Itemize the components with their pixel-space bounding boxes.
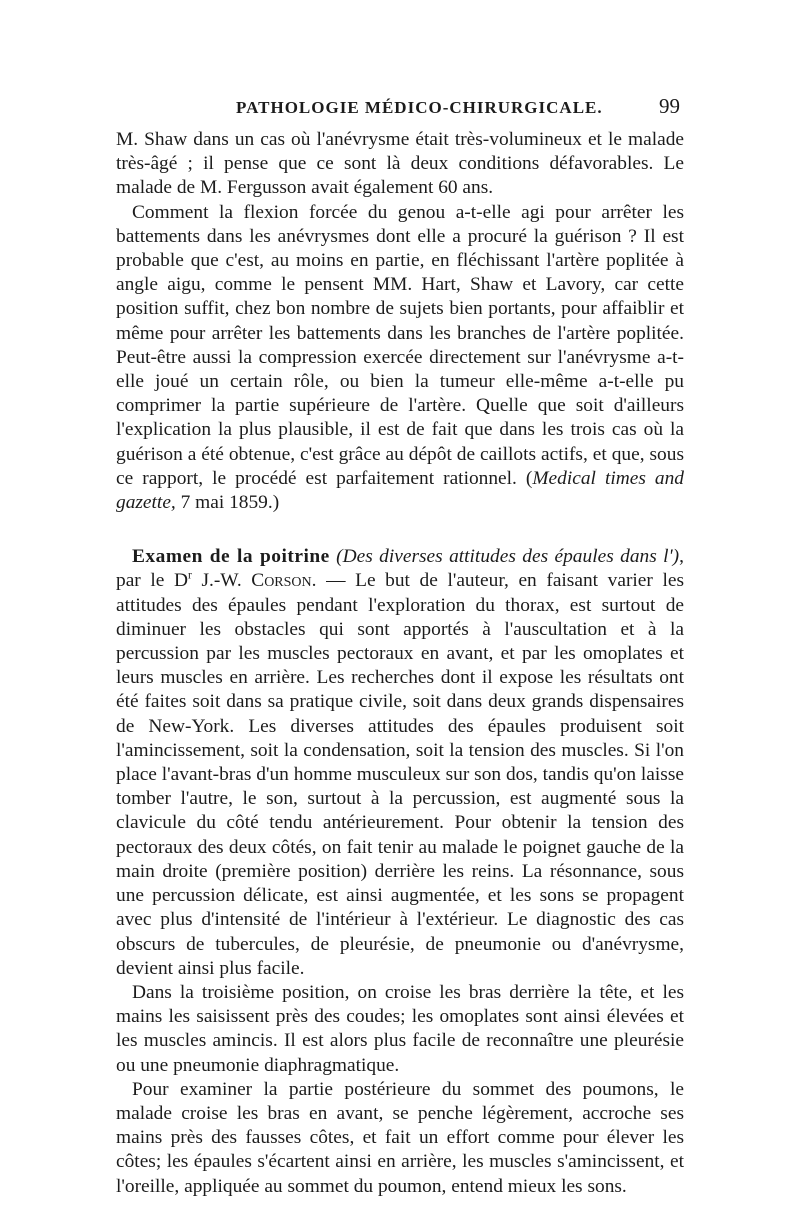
running-head: PATHOLOGIE MÉDICO-CHIRURGICALE. xyxy=(236,98,603,117)
paragraph-text: — Le but de l'auteur, en faisant varier les attitudes des épaules pendant l'exploration du thorax, est surtout de diminuer les obstacles qui sont apportés à l'auscultation et à la percussion par les muscles pectoraux en avant, et par les omoplates et leurs muscles en arrière. Les recherches dont il expose les résultats ont été faites soit dans sa pratique civile, soit dans deux grands dispensaires de New-York. Les diverses attitudes des épaules produisent soit l'amincissement, soit la condensation, soit la tension des muscles. Si l'on place l'avant-bras d'un homme musculeux sur son dos, tandis qu'on laisse tomber l'autre, le son, surtout à la percussion, est augmenté sous la clavicule du côté tendu antérieurement. Pour obtenir la tension des pectoraux des deux côtés, on fait tenir au malade le poignet gauche de la main droite (première position) derrière les reins. La résonnance, sous une percussion délicate, est ainsi augmentée, et les sons se propagent avec plus d'intensité de l'intérieur à l'extérieur. Le diagnostic des cas obscurs de tubercules, de pleurésie, de pneumonie ou d'anévrysme, devient ainsi plus facile. xyxy=(116,570,684,979)
paragraph xyxy=(116,201,684,516)
page-body xyxy=(116,128,684,1199)
paragraph: M. Shaw dans un cas où l'anévrysme était très-volumineux et le malade très-âgé ; il pense que ce sont là deux conditions défavorables. Le malade de M. Fergusson avait également 60 ans. xyxy=(116,129,684,199)
paragraph: Dans la troisième position, on croise les bras derrière la tête, et les mains les saisissent près des coudes; les omoplates sont ainsi élevées et les muscles amincis. Il est alors plus facile de reconnaître une pleurésie ou une pneumonie diaphragmatique. xyxy=(116,981,684,1076)
author-title-sup: r xyxy=(187,568,192,582)
page-header xyxy=(116,94,680,124)
paragraph-text: Comment la flexion forcée du genou a-t-elle agi pour arrêter les battements dans les anévrysmes dont elle a procuré la guérison ? Il est probable que c'est, au moins en partie, en fléchissant l'artère poplitée à angle aigu, comme le pensent MM. Hart, Shaw et Lavory, car cette position suffit, chez bon nombre de sujets bien portants, pour affaiblir et même pour arrêter les battements dans les branches de l'artère poplitée. Peut-être aussi la compression exercée directement sur l'anévrysme a-t-elle joué un certain rôle, ou bien la tumeur elle-même a-t-elle pu comprimer la partie supérieure de l'artère. Quelle que soit d'ailleurs l'explication la plus plausible, il est de fait que dans les trois cas où la guérison a été obtenue, c'est grâce au dépôt de caillots actifs, et que, sous ce rapport, le procédé est parfaitement rationnel. ( xyxy=(116,201,684,489)
paragraph: Pour examiner la partie postérieure du sommet des poumons, le malade croise les bras en avant, se penche légèrement, accroche ses mains près des fausses côtes, et fait un effort comme pour élever les côtes; les épaules s'écartent ainsi en arrière, les muscles s'amincissent, et l'oreille, appliquée au sommet du poumon, entend mieux les sons. xyxy=(116,1078,684,1197)
author-name: J.-W. Corson. xyxy=(191,570,317,592)
citation-date: 7 mai 1859.) xyxy=(175,492,280,514)
page-number: 99 xyxy=(659,94,680,118)
section-heading: Examen de la poitrine xyxy=(132,546,330,568)
section-paragraph xyxy=(116,545,684,981)
author-prefix: , par le D xyxy=(116,546,685,592)
section-subtitle: (Des diverses attitudes des épaules dans l') xyxy=(336,546,680,568)
citation-source: Medical times and gazette, xyxy=(116,467,684,514)
